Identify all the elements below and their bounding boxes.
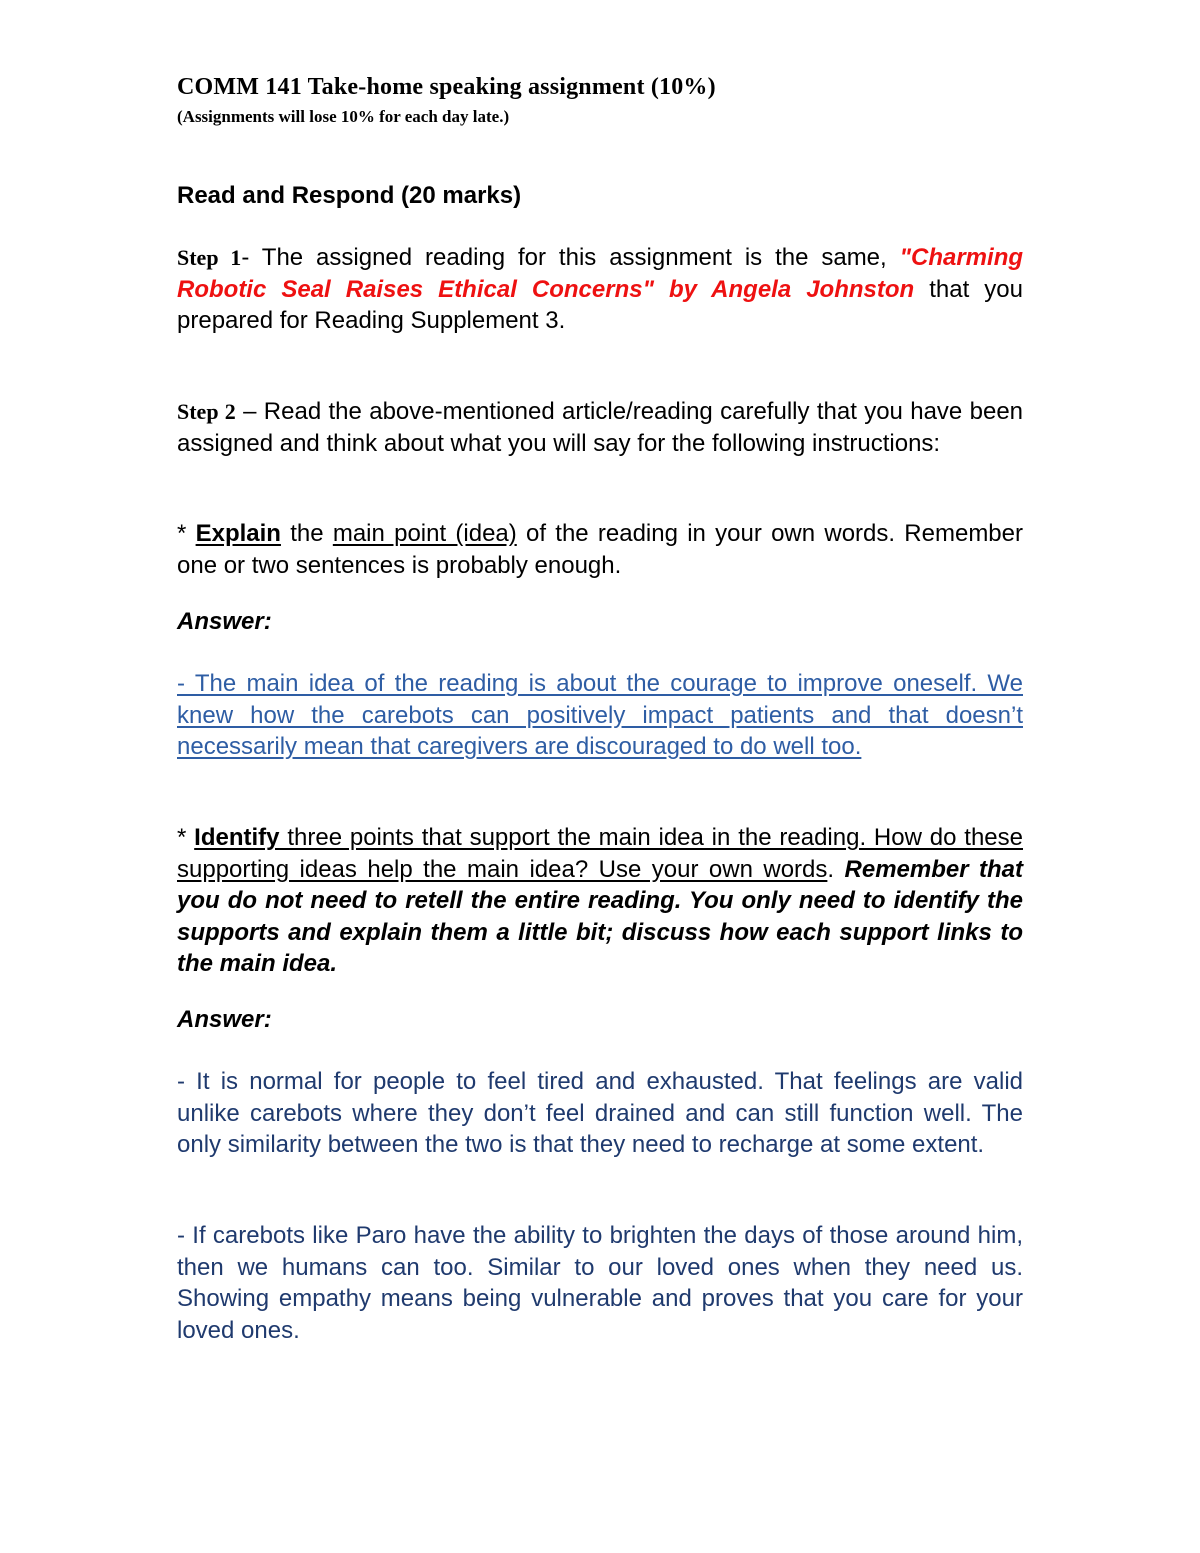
instruction-2-bullet: * (177, 824, 195, 851)
instruction-identify (177, 822, 1023, 980)
answer-2-heading: Answer: (177, 1006, 272, 1033)
step-1-text-after: that you prepared for Reading Supplement 3. (177, 275, 1023, 334)
answer-1-text: - The main idea of the reading is about the courage to improve oneself. We knew how the carebots can positively impact patients and that doesn’t necessarily mean that caregivers are discouraged to do well too. (177, 670, 1023, 760)
section-heading: Read and Respond (20 marks) (177, 182, 522, 209)
answer-2-point-2: - If carebots like Paro have the ability to brighten the days of those around him, then we humans can too. Similar to our loved ones when they need us. Showing empathy means being vulnerable and proves that you care for your loved ones. (177, 1222, 1023, 1344)
step-1-paragraph (177, 242, 1023, 337)
step-2-paragraph (177, 396, 1023, 459)
instruction-2-period: . (827, 855, 845, 883)
assigned-article-title: "Charming Robotic Seal Raises Ethical Concerns" by Angela Johnston (177, 244, 1024, 303)
instruction-1-bullet: * (177, 520, 196, 547)
step-1-text-before: The assigned reading for this assignment is the same, (249, 244, 900, 271)
answer-1-heading: Answer: (177, 608, 272, 635)
instruction-1-main-point: main point (idea) (332, 520, 517, 547)
instruction-2-emphasis: Remember that you do not need to retell the entire reading. You only need to identify the supports and explain them a little bit; discuss how each support links to the main idea. (177, 855, 1024, 977)
late-policy-note: (Assignments will lose 10% for each day late.) (177, 107, 510, 126)
instruction-explain (177, 518, 1023, 581)
step-2-label: Step 2 (177, 399, 236, 424)
step-2-dash: – (235, 398, 264, 425)
step-1-label: Step 1 (177, 245, 242, 270)
document-title: COMM 141 Take-home speaking assignment (10%) (177, 74, 716, 100)
answer-2-point-1: - It is normal for people to feel tired and exhausted. That feelings are valid unlike carebots where they don’t feel drained and can still function well. The only similarity between the two is that they need to recharge at some extent. (177, 1068, 1023, 1158)
instruction-1-text-b: of the reading in your own words. Remember one or two sentences is probably enough. (177, 520, 1023, 579)
instruction-1-text-a: the (280, 520, 333, 547)
instruction-1-verb: Explain (195, 520, 281, 547)
instruction-2-text-a: three points that support the main idea in the reading. How do these supporting ideas help the main idea? Use your own words (177, 824, 1023, 883)
step-2-text: Read the above-mentioned article/reading carefully that you have been assigned and think about what you will say for the following instructions: (177, 398, 1024, 457)
instruction-2-verb: Identify (194, 824, 280, 851)
step-1-dash: - (241, 244, 250, 271)
